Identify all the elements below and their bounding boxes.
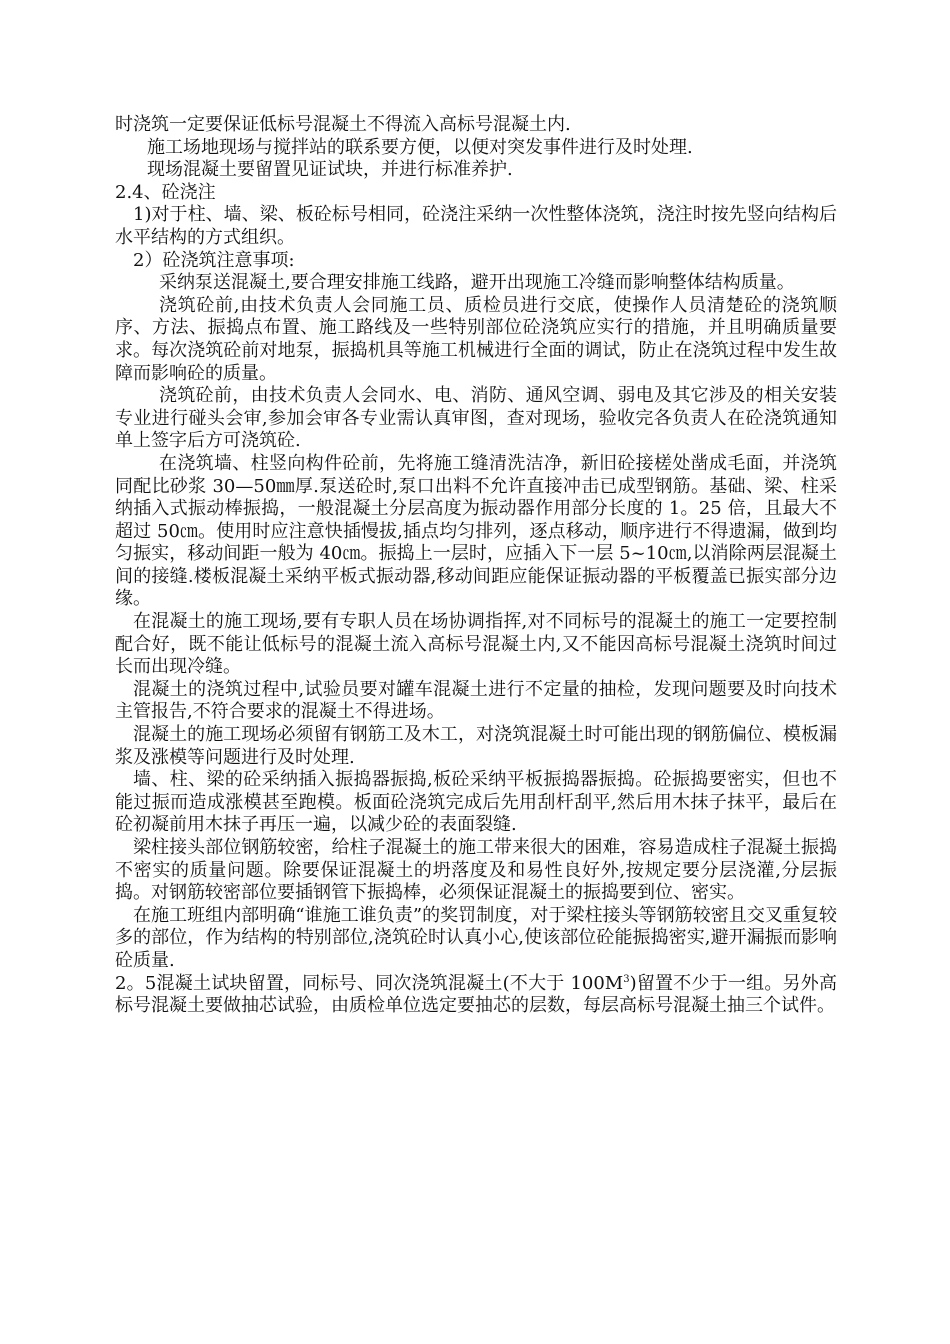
- paragraph: 施工场地现场与搅拌站的联系要方便，以便对突发事件进行及时处理.: [147, 136, 693, 158]
- paragraph: 梁柱接头部位钢筋较密，给柱子混凝土的施工带来很大的困难，容易造成柱子混凝土振捣不密实的质量问题。除要保证混凝土的坍落度及和易性良好外,按规定要分层浇灌,分层振捣。对钢筋较密部位要插钢管下振捣棒，必须保证混凝土的振捣要到位、密实。: [115, 837, 837, 904]
- paragraph: 1)对于柱、墙、梁、板砼标号相同，砼浇注采纳一次性整体浇筑，浇注时按先竖向结构后水平结构的方式组织。: [115, 204, 837, 248]
- paragraph: 在施工班组内部明确“谁施工谁负责”的奖罚制度，对于梁柱接头等钢筋较密且交叉重复较多的部位，作为结构的特别部位,浇筑砼时认真小心,使该部位砼能振捣密实,避开漏振而影响砼质量.: [115, 904, 837, 971]
- text-run: 2。5混凝土试块留置，同标号、同次浇筑混凝土(不大于 100M: [115, 972, 624, 994]
- paragraph: 现场混凝土要留置见证试块，并进行标准养护.: [147, 159, 513, 181]
- paragraph: 混凝土的浇筑过程中,试验员要对罐车混凝土进行不定量的抽检，发现问题要及时向技术主管报告,不符合要求的混凝土不得进场。: [115, 678, 837, 723]
- section-heading: 2.4、砼浇注: [115, 181, 216, 203]
- paragraph: 时浇筑一定要保证低标号混凝土不得流入高标号混凝土内.: [115, 114, 571, 135]
- paragraph: 2）砼浇筑注意事项:: [133, 249, 295, 271]
- document-body: [115, 114, 837, 1018]
- paragraph: 混凝土的施工现场必须留有钢筋工及木工，对浇筑混凝土时可能出现的钢筋偏位、模板漏浆及涨模等问题进行及时处理.: [115, 724, 837, 768]
- section-paragraph: [115, 973, 837, 1018]
- paragraph: 浇筑砼前，由技术负责人会同水、电、消防、通风空调、弱电及其它涉及的相关安装专业进行碰头会审,参加会审各专业需认真审图，查对现场，验收完各负责人在砼浇筑通知单上签字后方可浇筑砼.: [115, 385, 837, 452]
- superscript: 3: [623, 973, 630, 985]
- paragraph: 浇筑砼前,由技术负责人会同施工员、质检员进行交底，使操作人员清楚砼的浇筑顺序、方法、振捣点布置、施工路线及一些特别部位砼浇筑应实行的措施，并且明确质量要求。每次浇筑砼前对地泵，振捣机具等施工机械进行全面的调试，防止在浇筑过程中发生故障而影响砼的质量。: [115, 294, 837, 384]
- text-run: )留置不少于一组。另外高标号混凝土要做抽芯试验，由质检单位选定要抽芯的层数，每层高标号混凝土抽三个试件。: [115, 972, 837, 1017]
- paragraph: 在混凝土的施工现场,要有专职人员在场协调指挥,对不同标号的混凝土的施工一定要控制配合好，既不能让低标号的混凝土流入高标号混凝土内,又不能因高标号混凝土浇筑时间过长而出现冷缝。: [115, 611, 837, 678]
- paragraph: 墙、柱、梁的砼采纳插入振捣器振捣,板砼采纳平板振捣器振捣。砼振捣要密实，但也不能过振而造成涨模甚至跑模。板面砼浇筑完成后先用刮杆刮平,然后用木抹子抹平，最后在砼初凝前用木抹子再压一遍，以减少砼的表面裂缝.: [115, 769, 837, 836]
- paragraph: 采纳泵送混凝土,要合理安排施工线路，避开出现施工冷缝而影响整体结构质量。: [159, 272, 795, 294]
- paragraph: 在浇筑墙、柱竖向构件砼前，先将施工缝清洗洁净，新旧砼接槎处凿成毛面，并浇筑同配比砂浆 30—50㎜厚.泵送砼时,泵口出料不允许直接冲击已成型钢筋。基础、梁、柱采纳插入式振动棒振捣，一般混凝土分层高度为振动器作用部分长度的 1。25 倍，且最大不超过 50㎝。使用时应注意快插慢拔,插点均匀排列，逐点移动，顺序进行不得遗漏，做到均匀振实，移动间距一般为 40㎝。振捣上一层时，应插入下一层 5~10㎝,以消除两层混凝土间的接缝.楼板混凝土采纳平板式振动器,移动间距应能保证振动器的平板覆盖已振实部分边缘。: [115, 452, 837, 610]
